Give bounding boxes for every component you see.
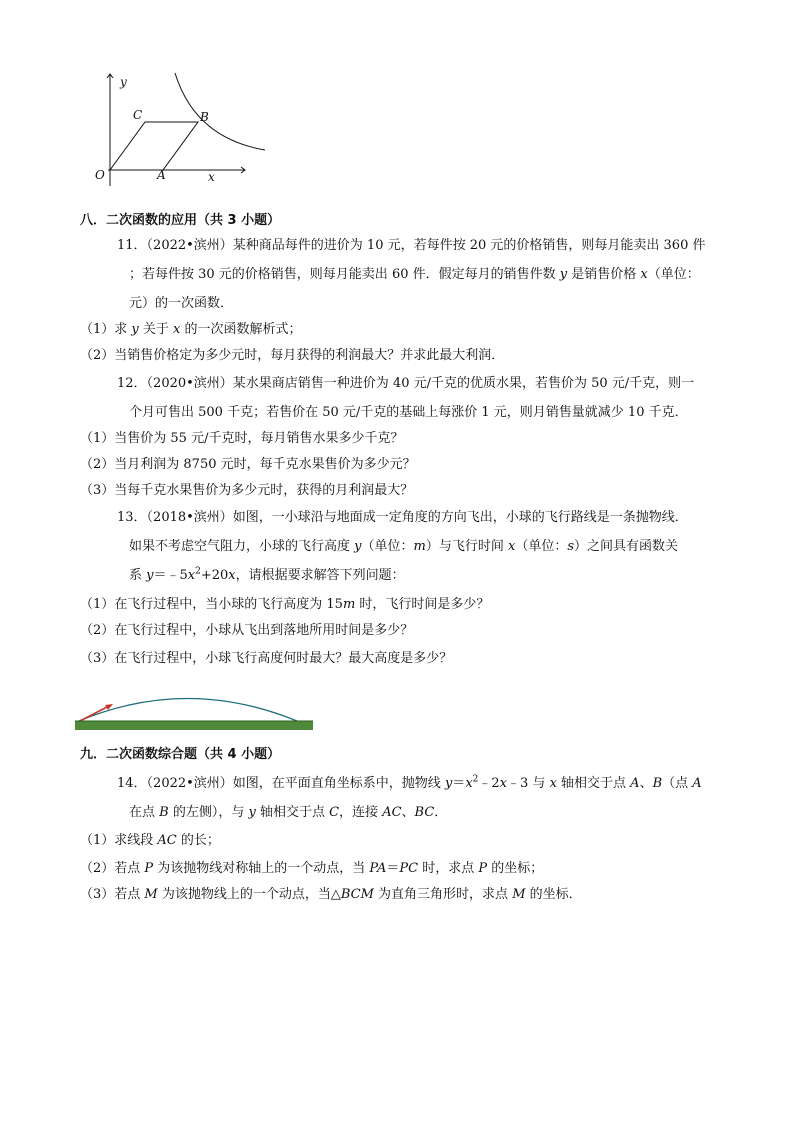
- ground: [75, 721, 313, 730]
- q14-line-2: 在点 B 的左侧），与 y 轴相交于点 C，连接 AC、BC．: [129, 805, 448, 820]
- x-axis-label: x: [208, 170, 215, 184]
- q13-part-1: （1）在飞行过程中，当小球的飞行高度为 15m 时，飞行时间是多少？: [80, 597, 490, 612]
- coordinate-axes: [107, 74, 245, 186]
- q12-part-2: （2）当月利润为 8750 元时，每千克水果售价为多少元？: [80, 457, 416, 472]
- origin-label: O: [95, 168, 105, 182]
- q11-part-2: （2）当销售价格定为多少元时，每月获得的利润最大？并求此最大利润．: [80, 348, 505, 363]
- section-9-title: 九．二次函数综合题（共 4 小题）: [80, 747, 281, 762]
- q14-part-2: （2）若点 P 为该抛物线对称轴上的一个动点，当 PA＝PC 时，求点 P 的坐标；: [80, 861, 544, 876]
- trajectory-arc: [79, 699, 297, 722]
- q14-line-1: 14．（2022•滨州）如图，在平面直角坐标系中，抛物线 $y=x^2﹣2x﹣3$ 与 x 轴相交于点 A、B（点 A: [117, 774, 702, 791]
- q12-part-3: （3）当每千克水果售价为多少元时，获得的月利润最大？: [80, 483, 414, 498]
- q14-part-1: （1）求线段 AC 的长；: [80, 833, 220, 848]
- y-axis-label: y: [120, 75, 127, 89]
- hyperbola-curve: [175, 73, 265, 150]
- point-a-label: A: [157, 168, 166, 182]
- q13-line-1: 13．（2018•滨州）如图，一小球沿与地面成一定角度的方向飞出，小球的飞行路线是一条抛物线．: [117, 510, 688, 525]
- q14-part-3: （3）若点 M 为该抛物线上的一个动点，当△BCM 为直角三角形时，求点 M 的坐标．: [80, 887, 582, 902]
- ball-trajectory-figure: [75, 688, 315, 734]
- parallelogram-hyperbola-figure: [75, 68, 275, 193]
- q13-part-2: （2）在飞行过程中，小球从飞出到落地所用时间是多少？: [80, 623, 414, 638]
- q13-line-2: 如果不考虑空气阻力，小球的飞行高度 y（单位：m）与飞行时间 x（单位：s）之间具有函数关: [129, 539, 679, 554]
- q12-part-1: （1）当售价为 55 元/千克时，每月销售水果多少千克？: [80, 431, 404, 446]
- q11-part-1: （1）求 y 关于 x 的一次函数解析式；: [80, 322, 302, 337]
- q13-line-3: 系 $y=﹣5x^2+20x$，请根据要求解答下列问题：: [129, 566, 405, 583]
- point-b-label: B: [200, 110, 209, 124]
- launch-arrow: [78, 706, 109, 722]
- section-8-title: 八．二次函数的应用（共 3 小题）: [80, 213, 281, 228]
- q11-line-1: 11．（2022•滨州）某种商品每件的进价为 10 元，若每件按 20 元的价格销售，则每月能卖出 360 件: [117, 238, 706, 253]
- parallelogram-oabc: [110, 122, 198, 170]
- q11-line-3: 元）的一次函数．: [129, 296, 234, 311]
- q12-line-2: 个月可售出 500 千克；若售价在 50 元/千克的基础上每涨价 1 元，则月销售量就减少 10 千克．: [129, 405, 688, 420]
- point-c-label: C: [133, 108, 143, 122]
- q12-line-1: 12．（2020•滨州）某水果商店销售一种进价为 40 元/千克的优质水果，若售价为 50 元/千克，则一: [117, 376, 695, 391]
- q13-part-3: （3）在飞行过程中，小球飞行高度何时最大？最大高度是多少？: [80, 651, 453, 666]
- q11-line-2: ；若每件按 30 元的价格销售，则每月能卖出 60 件．假定每月的销售件数 y 是销售价格 x（单位：: [129, 267, 700, 282]
